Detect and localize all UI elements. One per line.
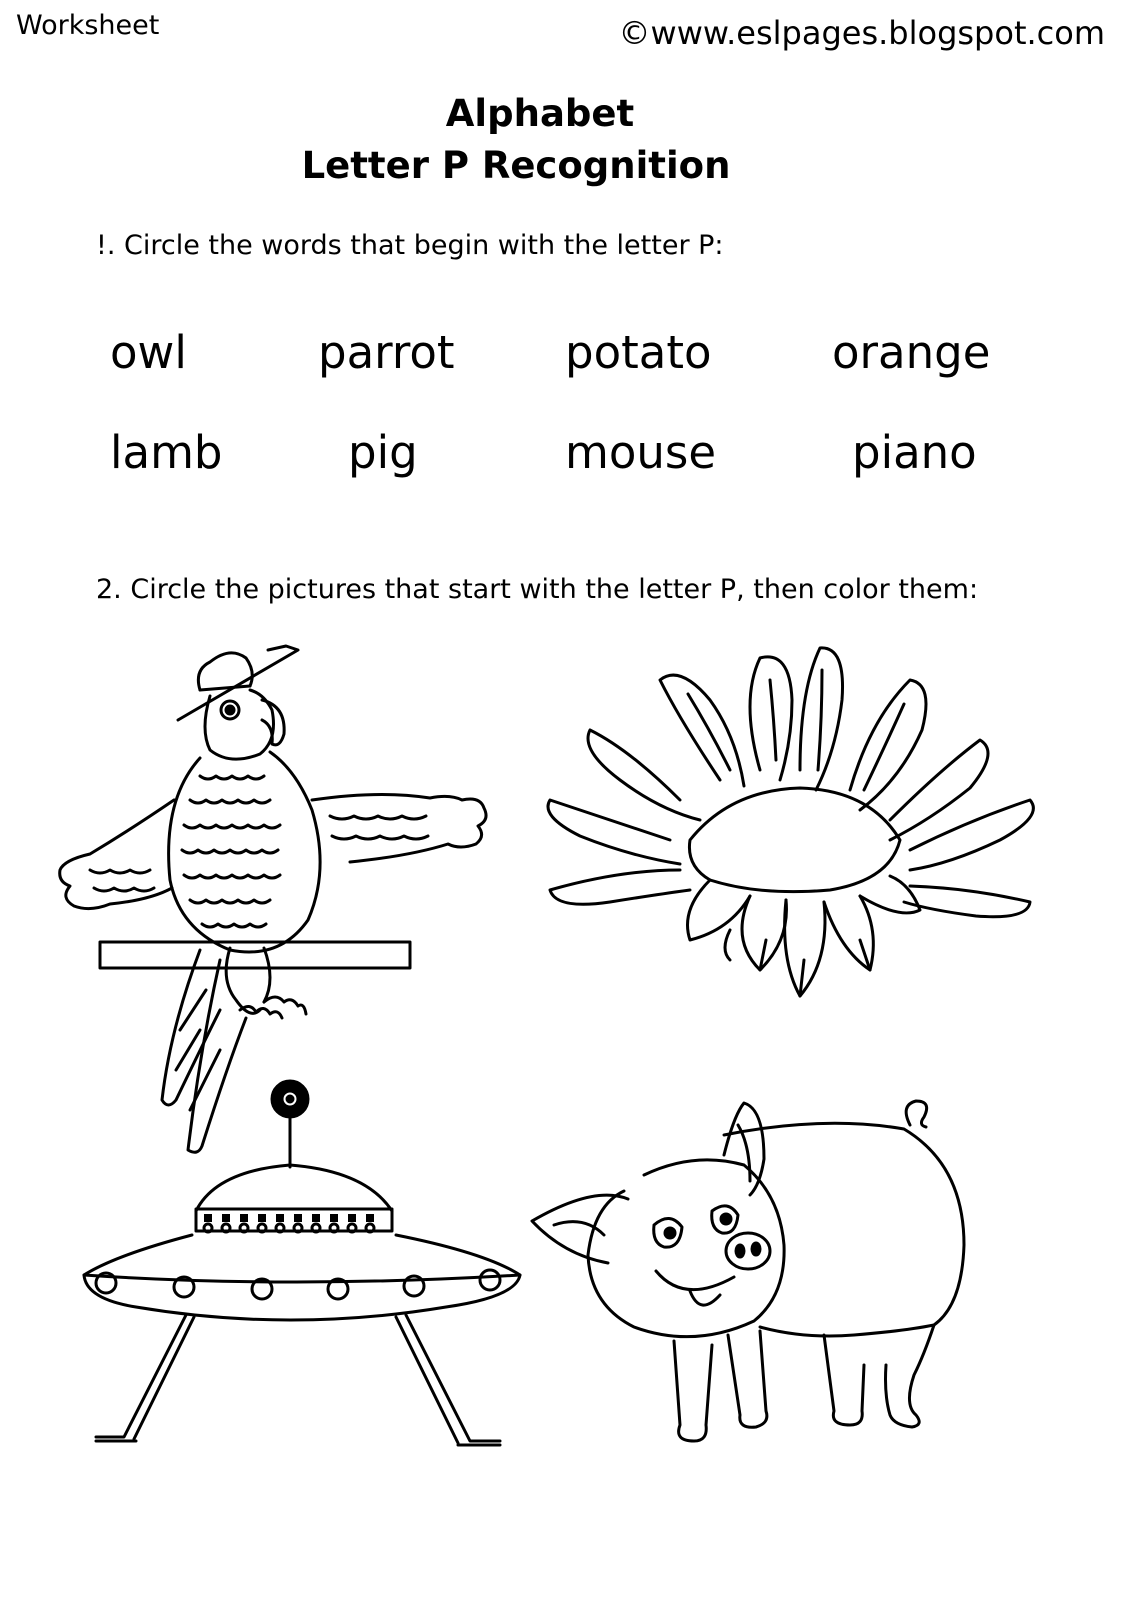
word-owl[interactable]: owl [110, 326, 187, 379]
word-potato[interactable]: potato [565, 326, 712, 379]
word-lamb[interactable]: lamb [110, 426, 223, 479]
worksheet-label: Worksheet [16, 10, 160, 41]
title-line-1: Alphabet [445, 92, 635, 135]
pig-picture[interactable] [524, 1095, 974, 1475]
word-orange[interactable]: orange [832, 326, 991, 379]
word-pig[interactable]: pig [348, 426, 418, 479]
word-mouse[interactable]: mouse [565, 426, 717, 479]
title-line-2: Letter P Recognition [301, 144, 731, 187]
question-2-instruction: 2. Circle the pictures that start with the letter P, then color them: [96, 574, 979, 605]
question-1-instruction: !. Circle the words that begin with the letter P: [96, 230, 724, 261]
word-piano[interactable]: piano [852, 426, 977, 479]
flower-picture[interactable] [530, 640, 1060, 1010]
copyright-text: ©www.eslpages.blogspot.com [618, 14, 1105, 52]
ufo-picture[interactable] [76, 1075, 536, 1455]
word-parrot[interactable]: parrot [318, 326, 455, 379]
